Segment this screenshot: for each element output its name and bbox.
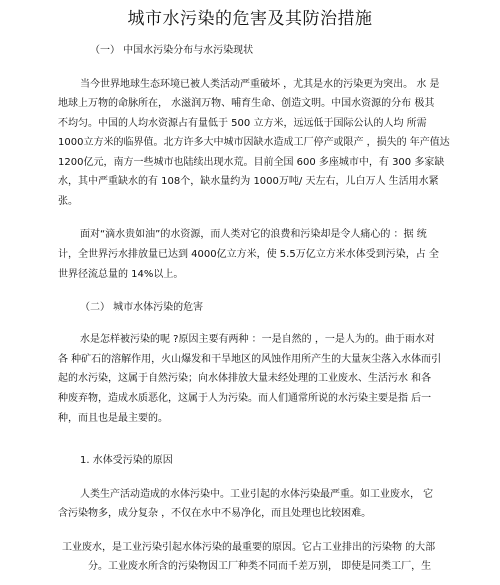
paragraph-1-line-7: 张。 <box>58 196 78 207</box>
paragraph-1-line-5: 1200亿元，南方一些城市也陆续出现水荒。目前全国 600 多座城市中，有 300 多家缺 <box>58 157 445 168</box>
section-heading-1: （一） 中国水污染分布与水污染现状 <box>90 45 254 56</box>
paragraph-2-line-3: 世界径流总量的 14%以上。 <box>58 269 184 280</box>
paragraph-5-line-1: 工业废水，是工业污染引起水体污染的最重要的原因。它占工业排出的污染物 的大部 <box>62 542 436 553</box>
paragraph-1-line-2: 地球上万物的命脉所在， 水滋润万物、哺育生命、创造文明。中国水资源的分布 极其 <box>58 98 435 109</box>
paragraph-3-line-3: 起的水污染，这属于自然污染；向水体排放大量未经处理的工业废水、生活污水 和各 <box>58 373 432 384</box>
paragraph-3-line-5: 种，而且也是最主要的。 <box>58 413 168 424</box>
paragraph-1-line-3: 不均匀。中国的人均水资源占有量低于 500 立方米，远远低于国际公认的人均 所需 <box>58 118 427 129</box>
paragraph-5-line-2: 分。工业废水所含的污染物因工厂种类不同而千差万别， 即使是同类工厂，生 <box>88 561 432 572</box>
paragraph-2-line-2: 计，全世界污水排放量已达到 4000亿立方米，使 5.5万亿立方米水体受到污染，占 全 <box>58 249 439 260</box>
paragraph-4-line-1: 人类生产活动造成的水体污染中。工业引起的水体污染最严重。如工业废水， 它 <box>80 489 434 500</box>
paragraph-1-line-4: 1000立方米的临界值。北方许多大中城市因缺水造成工厂停产或限产 ，损失的 年产值达 <box>58 137 450 148</box>
paragraph-1-line-1: 当今世界地球生态环境已被人类活动严重破坏 ，尤其是水的污染更为突出。 水 是 <box>80 79 440 90</box>
section-heading-2: （二） 城市水体污染的危害 <box>80 302 204 313</box>
subsection-heading-1: 1. 水体受污染的原因 <box>80 455 173 466</box>
paragraph-1-line-6: 水，其中严重缺水的有 108个，缺水量约为 1000万吨/ 天左右，儿白万人 生活用水紧 <box>58 176 439 187</box>
paragraph-4-line-2: 含污染物多，成分复杂 ，不仅在水中不易净化，而且处理也比较困难。 <box>58 508 372 519</box>
paragraph-2-line-1: 面对“滴水贵如油”的水资源，而人类对它的浪费和污染却是令人痛心的 ：据 统 <box>80 229 427 240</box>
paragraph-3-line-2: 各 种矿石的溶解作用，火山爆发和干旱地区的风蚀作用所产生的大量灰尘落入水体而引 <box>58 354 442 365</box>
paragraph-3-line-4: 种废弃物，造成水质恶化，这属于人为污染。而人们通常所说的水污染主要是指 后一 <box>58 393 432 404</box>
document-title: 城市水污染的危害及其防治措施 <box>127 9 373 29</box>
paragraph-3-line-1: 水是怎样被污染的呢 ?原因主要有两种 ：一是自然的 ，一是人为的。曲于雨水对 <box>80 334 435 345</box>
